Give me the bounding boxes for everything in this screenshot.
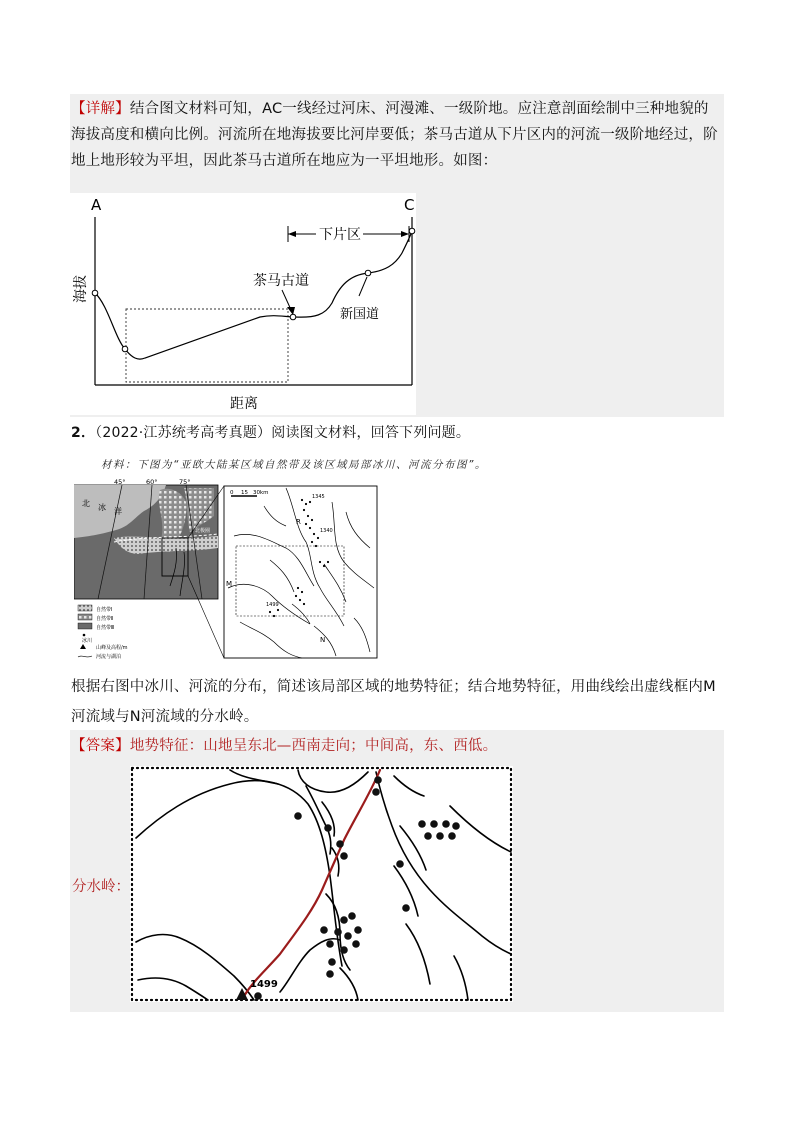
- profile-curve: [95, 231, 412, 359]
- answer-figure: [130, 766, 513, 1002]
- scale-label-30: 30km: [253, 490, 269, 496]
- legend-swatch-3: [78, 623, 92, 629]
- question-source: （2022·江苏统考高考真题）: [95, 425, 272, 441]
- river-m-label: M: [226, 580, 233, 588]
- legend-swatch-2: [78, 614, 92, 620]
- river-r-label: R: [296, 518, 301, 526]
- old-road-marker: [290, 314, 296, 320]
- river-n-label: N: [320, 636, 326, 644]
- lon-75-label: 75°: [179, 478, 191, 486]
- new-road-marker: [365, 270, 371, 276]
- legend-label-6: 河流与湖泊: [96, 654, 122, 660]
- riverbank-marker: [122, 346, 128, 352]
- question-number: 2．: [71, 425, 96, 441]
- old-road-label: 茶马古道: [253, 273, 309, 289]
- zone-arrowhead-left: [288, 231, 296, 237]
- point-a-marker: [92, 290, 98, 296]
- x-axis-label: 距离: [230, 396, 258, 412]
- profile-figure: [70, 193, 416, 415]
- legend-glacier-icon: [83, 634, 86, 637]
- y-axis-label: 海拔: [73, 275, 89, 303]
- legend-river-icon: [78, 656, 92, 657]
- new-road-label: 新国道: [340, 307, 380, 322]
- point-a-label: A: [91, 196, 102, 214]
- answer-text: 地势特征：山地呈东北—西南走向；中间高，东、西低。: [129, 738, 498, 754]
- legend-label-3: 自然带Ⅲ: [96, 625, 115, 631]
- sea-label-2: 冰: [98, 503, 106, 512]
- question-intro: 阅读图文材料，回答下列问题。: [271, 425, 471, 441]
- legend-label-1: 自然带Ⅰ: [96, 607, 113, 613]
- answer-dotted-frame: [132, 768, 511, 1000]
- new-road-leader: [359, 277, 367, 296]
- terrace-dashed-box: [126, 309, 288, 382]
- explanation-tag: 【详解】: [71, 101, 130, 117]
- peak-1499-answer-label: 1499: [250, 979, 278, 990]
- arctic-circle-label: 北极圈: [195, 528, 211, 534]
- map-figure: [74, 476, 380, 662]
- scale-label-15: 15: [241, 490, 248, 496]
- zone-arrowhead-right: [401, 231, 409, 237]
- peak-1345-label: 1345: [312, 494, 325, 500]
- explanation-text: 结合图文材料可知，AC一线经过河床、河漫滩、一级阶地。应注意剖面绘制中三种地貌的海拔高度和横向比例。河流所在地海拔要比河岸要低；茶马古道从下片区内的河流一级阶地经过，阶地上地形较为平坦，因此茶马古道所在地应为一平坦地形。如图：: [71, 101, 718, 169]
- legend-label-2: 自然带Ⅱ: [96, 616, 114, 622]
- question-prompt: 根据右图中冰川、河流的分布，简述该局部区域的地势特征；结合地势特征，用曲线绘出虚线框内M河流域与N河流域的分水岭。: [71, 679, 716, 725]
- explanation-paragraph: [71, 96, 723, 174]
- legend-peak-icon: [80, 644, 86, 649]
- question-line: [71, 420, 723, 446]
- sea-label-1: 北: [82, 499, 90, 508]
- zone-label: 下片区: [319, 227, 361, 243]
- point-c-label: C: [404, 196, 415, 214]
- peak-1499-label: 1499: [266, 602, 279, 608]
- divide-label: 分水岭：: [72, 879, 130, 895]
- lon-45-label: 45°: [114, 478, 126, 486]
- legend-label-5: 山峰及高程/m: [96, 645, 128, 651]
- peak-1499-dot: [254, 992, 262, 1000]
- lon-60-label: 60°: [146, 478, 158, 486]
- legend-label-4: 冰川: [82, 638, 93, 644]
- point-c-marker: [409, 228, 415, 234]
- scale-label-0: 0: [230, 490, 234, 496]
- answer-tag: 【答案】: [71, 738, 130, 754]
- material-caption: 材料：下图为“亚欧大陆某区域自然带及该区域局部冰川、河流分布图”。: [101, 459, 487, 471]
- answer-line: [71, 733, 723, 759]
- peak-1340-label: 1340: [320, 528, 333, 534]
- legend-swatch-1: [78, 605, 92, 611]
- sea-label-3: 洋: [114, 507, 122, 516]
